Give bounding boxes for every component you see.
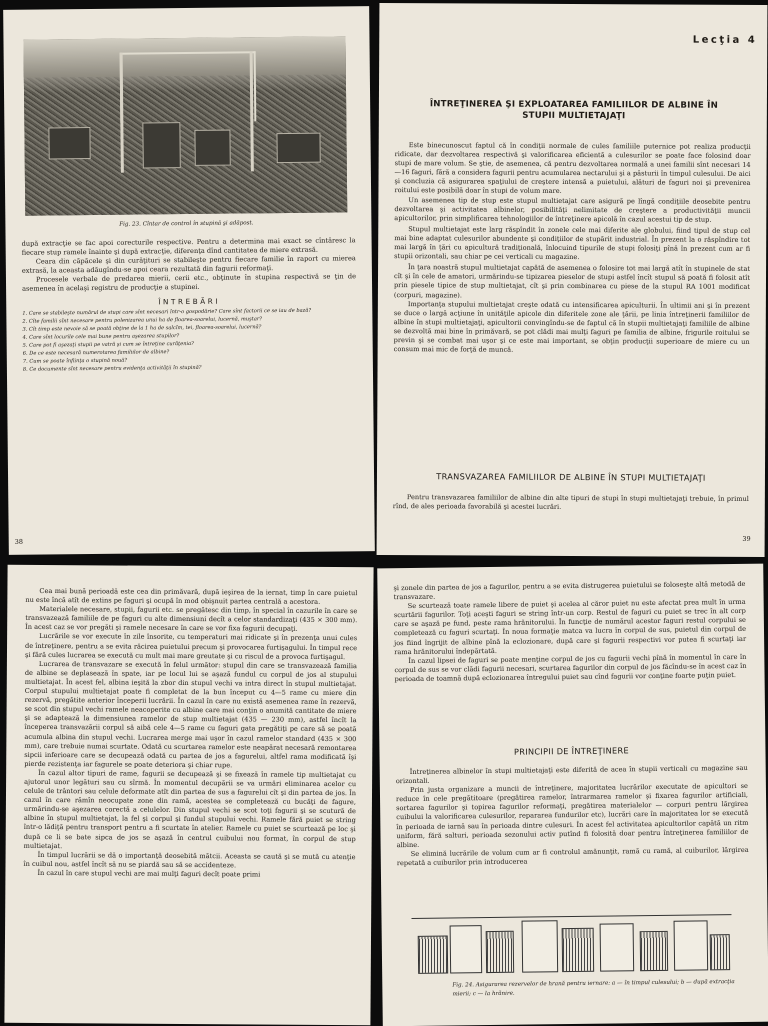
paragraph: Se scurtează toate ramele libere de puiet şi acelea al căror puiet nu este afectat prea mult în urma scurtării fagurilor. Toţi aceşti faguri se string într-un corp. Restul de faguri cu puiet se trec în alt corp care se aşază pe fund, peste rama hrănitorului. În funcţie de numărul acestor faguri restul corpului se completează cu faguri scurtaţi. În noua formaţie matca va lucra în corpul de sus, puietul din corpul de jos fiind îngrijit de albine pînă la eclozionare, după care şi fagurii respectivi vor putea fi scurtaţi iar rama hrănitorului îndepărtată. [393,598,747,656]
paragraph: Materialele necesare, stupii, fagurii etc. se pregătesc din timp, în special în cazurile în care se transvazează familiile de pe faguri cu alte dimensiuni decît a celor standardizaţi (435 × 300 mm). În acest caz se vor pregăti şi ramele necesare în care se vor fixa fagurii decupaţi. [25,605,358,634]
page39-body [394,141,751,356]
paragraph: În cazul lipsei de faguri se poate menţine corpul de jos cu fagurii vechi pînă în momentul în care în corpul de sus se vor clădi fagurii necesari, scurtarea fagurilor din corpul de jos făcîndu-se în acest caz în perioada de toamnă după eclozionarea întregului puiet sau cînd fagurii vor conţine foarte puţin puiet. [394,652,747,684]
page-39 [377,3,768,557]
question-item: 8. Ce documente sînt necesare pentru evidenţa activităţii în stupină? [22,364,202,373]
figure-caption: Fig. 23. Cîntar de control în stupină şi adăpost. [119,220,254,228]
question-item: 6. De ce este necesară numerotarea familiilor de albine? [22,348,170,357]
figure-hive-diagram [411,908,732,976]
question-item: 2. Cîte familii sînt necesare pentru polenizarea unui ha de floarea-soarelui, lucernă, muştar? [22,315,263,325]
page41-body-2 [396,764,749,868]
question-item: 5. Care pot fi aşezaţi stupii pe vatră şi cum se întreţine curăţenia? [22,340,194,349]
paragraph: Ceara din căpăcele şi din curăţituri se stabileşte pentru fiecare familie în raport cu mierea extrasă, la aceasta adăugîndu-se apoi ceara rezultată din fagurii reformaţi. [21,254,356,276]
scale-shelter-frame [120,51,257,122]
paragraph: Importanţa stupului multietajat creşte odată cu intensificarea apiculturii. În ultimii ani şi în prezent se duce o largă acţiune în unităţile apicole din diferitele zone ale ţării, pe linia întreţinerii familiilor de albine în stupi multietajaţi, apicultorii convingîndu-se de faptul că în stupii multietajaţi familiile de albine se dezvoltă mai bine în primăvară, se pot clădi mai mulţi faguri pe familia de albine, frigurile roitului se previn şi se combat mai uşor şi ce este mai important, se obţin producţii superioare de miere cu un consum mai mic de forţă de muncă. [393,299,750,354]
question-item: 4. Care sînt locurile cele mai bune pentru aşezarea stupilor? [22,332,180,341]
paragraph: Lucrările se vor execute în zile însorite, cu temperaturi mai ridicate şi în prezenţa unui cules de întreţinere, pentru a se evita răcirea puietului precum şi provocarea furtişagului. În timpul rece şi fără cules lucrarea se execută cu mult mai mare greutate şi cu riscul de a provoca furtişagul. [24,632,358,661]
page38-body [22,236,357,374]
page39-body-2 [393,493,749,513]
paragraph: Procesele verbale de predarea mierii, cerii etc., obţinute în stupina respectivă se ţin de asemenea în acelaşi registru de producţie a stupinei. [22,272,357,294]
paragraph: Pentru transvazarea familiilor de albine din alte tipuri de stupi în stupi multietajaţi trebuie, în primul rînd, de ales perioada favorabilă şi acestei lucrări. [392,493,749,512]
figure-caption: Fig. 24. Asigurarea rezervelor de hrană pentru iernare: a — în timpul culesului; b — după extracţia mierii; c — la hrănire. [452,979,735,998]
paragraph: În ţara noastră stupul multietajat capătă de asemenea o folosire tot mai largă atît în stupinele de stat cît şi în cele de amatori, urmărindu-se tipizarea pieselor de stupi astfel încît stupul să poată fi folosit atît prin piesele tipice de stup multietajat, cît şi prin combinarea cu piese de la stupul RA 1001 modificat (corpuri, magazine). [393,263,751,299]
page-41 [377,564,768,1026]
paragraph: În cazul altor tipuri de rame, fagurii se decupează şi se fixează în ramele tip multietajat cu ajutorul unor legături sau cu sîrmă. În momentul decupării se va urmări eliminarea acelor cu celule de trântori sau celule deformate atît din partea de sus a fagurelui cît şi din partea de jos. În cazul în care rămîn neocupate zone din ramă, acestea se completează cu bucăţi de fagure, urmărindu-se aşezarea corectă a celulelor. Din stupul vechi se scot toţi fagurii şi se scutură de albine în stupul multietajat, la fel şi corpul şi fundul stupului vechi. Ramele fără puiet se string într-o lădiţă pentru transport pentru a fi scurtate în atelier. Ramele cu puiet se scurtează pe loc şi după ce li se bate sipca de jos se aşază în centrul cuibului nou format, în corpul de stup multietajat. [23,768,357,850]
question-item: 1. Care se stabileşte numărul de stupi care sînt necesari într-o gospodărie? Care sînt factorii ce se iau de bază? [22,307,312,317]
page-number: 38 [14,537,24,546]
paragraph: Întreţinerea albinelor în stupi multietajaţi este diferită de acea în stupii verticali cu magazine sau orizontali. [395,763,748,786]
paragraph: după extracţie se fac apoi corecturile respective. Pentru a determina mai exact se cîntăresc la fiecare stup ramele înainte şi după extracţie, diferenţa dînd cantitatea de miere extrasă. [21,236,356,257]
lesson-header: Lecţia 4 [692,34,758,46]
paragraph: Stupul multietajat este larg răspîndit în zonele cele mai diferite ale globului, fiind tipul de stup cel mai bine adaptat culesurilor abundente şi condiţiilor de stupărit industrial. În prezent la o răspîndire tot mai largă în ţări cu apicultură tradiţională, înlocuind tipurile de stupi folosiţi pînă în prezent cum ar fi stupii orizontali, sau chiar pe cei verticali cu magazine. [394,224,751,262]
paragraph: şi zonele din partea de jos a fagurilor, pentru a se evita distrugerea puietului se foloseşte altă metodă de transvazare. [393,579,746,602]
question-item: 7. Cum se poate înfiinţa o stupină nouă? [22,357,128,365]
questions-list [22,307,357,373]
page-40 [4,565,373,1026]
questions-heading: ÎNTREBĂRI [158,296,221,306]
paragraph: Se elimină lucrările de volum cum ar fi controlul amănunţit, ramă cu ramă, al cuiburilor, lărgirea repetată a cuiburilor prin introducerea [396,845,749,868]
paragraph: În cazul în care stupul vechi are mai mulţi faguri decît poate primi [37,868,261,879]
page41-body [393,580,746,684]
question-item: 3. Cît timp este nevoie să se poată obţine de la 1 ha de salcîm, tei, floarea-soarelui, lucernă? [22,323,262,333]
section-subtitle: TRANSVAZAREA FAMILIILOR DE ALBINE ÎN STUPI MULTIETAJAŢI [436,471,706,483]
paragraph: Un asemenea tip de stup este stupul multietajat care asigură pe lîngă condiţiile deosebite pentru dezvoltarea şi activitatea albinelor, posibilităţi nelimitate de creştere a productivităţii muncii apicultorilor, prin simplificarea tehnologiilor de întreţinere apicolă în cazul acestui tip de stup. [394,195,751,224]
page-number: 39 [742,534,751,543]
figure-photo-apiary [23,36,347,215]
page-38 [3,6,375,555]
paragraph: În timpul lucrării se dă o importanţă deosebită mătcii. Aceasta se caută şi se mută cu atenţie în cuibul nou, astfel încît să nu se piardă sau să se accidenteze. [23,850,356,870]
paragraph: Este binecunoscut faptul că în condiţii normale de cules familiile puternice pot realiza producţii ridicate, dar dezvoltarea respectivă şi valorificarea eficientă a culesurilor se poate face folosind doar stupi de mare volum. Se ştie, de asemenea, că pentru dezvoltarea normală a unei familii sînt necesari 14—16 faguri, fără a considera fagurii pentru acumularea nectarului şi a păsturii în timpul culesului. De aici şi concluzia că asigurarea spaţiului de creştere intensă a puietului, alături de faguri noi şi prevenirea roitului este posibilă doar în stupi de volum mare. [394,141,751,196]
section-subtitle: PRINCIPII DE ÎNTREŢINERE [513,745,629,757]
paragraph: Lucrarea de transvazare se execută în felul următor: stupul din care se transvazează familia de albine se deplasează în spate, iar pe locul lui se aşază fundul cu corpul de jos al stupului multietajat. În acest fel, albina ieşită la zbor din stupul vechi va intra direct în stupul multietajat. Corpul stupului multietajat poate fi completat de la bun început cu 4—5 rame cu miere din rezervă, pregătite anterior începerii lucrării. În cazul în care nu există asemenea rame în rezervă, se scot din stupul vechi ramele neacoperite cu albine care mai conţin o anumită cantitate de miere şi se adaptează la dimensiunea ramelor de stup multietajat (435 — 230 mm), astfel încît la începerea transvazării corpul să aibă cele 4—5 rame cu faguri gata pregătiţi pe care să se poată acumula albina din stupul vechi. Lucrarea merge mai uşor în cazul ramelor standard (435 × 300 mm), care trebuie numai scurtate. Odată cu scurtarea ramelor este neapărat necesară remontarea sipcii inferioare care se decupează odată cu partea de jos a fagurelui, altfel rama modificată îşi pierde rezistenţa iar fagurele se poate deteriora şi chiar rupe. [24,659,357,770]
paragraph: Cea mai bună perioadă este cea din primăvară, după ieşirea de la iernat, timp în care puietul nu este încă atît de extins pe faguri şi ocupă în mod obişnuit partea centrală a acestora. [25,586,358,607]
chapter-title: ÎNTREŢINEREA ŞI EXPLOATAREA FAMILIILOR DE ALBINE ÎN STUPII MULTIETAJAŢI [429,99,719,122]
page40-body [23,587,357,880]
paragraph: Prin justa organizare a muncii de întreţinere, majoritatea lucrărilor executate de apicultori se reduce în cele pregătitoare (pregătirea ramelor, întrarmarea ramelor şi fixarea fagurilor artificiali, sortarea fagurilor şi topirea fagurilor reformaţi, pregătirea materialelor — corpuri pentru lărgirea cuibului la valorificarea culesurilor, repararea fundurilor etc), lucrări care în majoritatea lor se execută în perioada de iarnă sau în perioada dintre culesuri. În acest fel activitatea apicultorilor capătă un ritm uniform, fără salturi, perioada sezonului activ putînd fi folosită doar pentru întreţinerea familiilor de albine. [395,782,749,849]
